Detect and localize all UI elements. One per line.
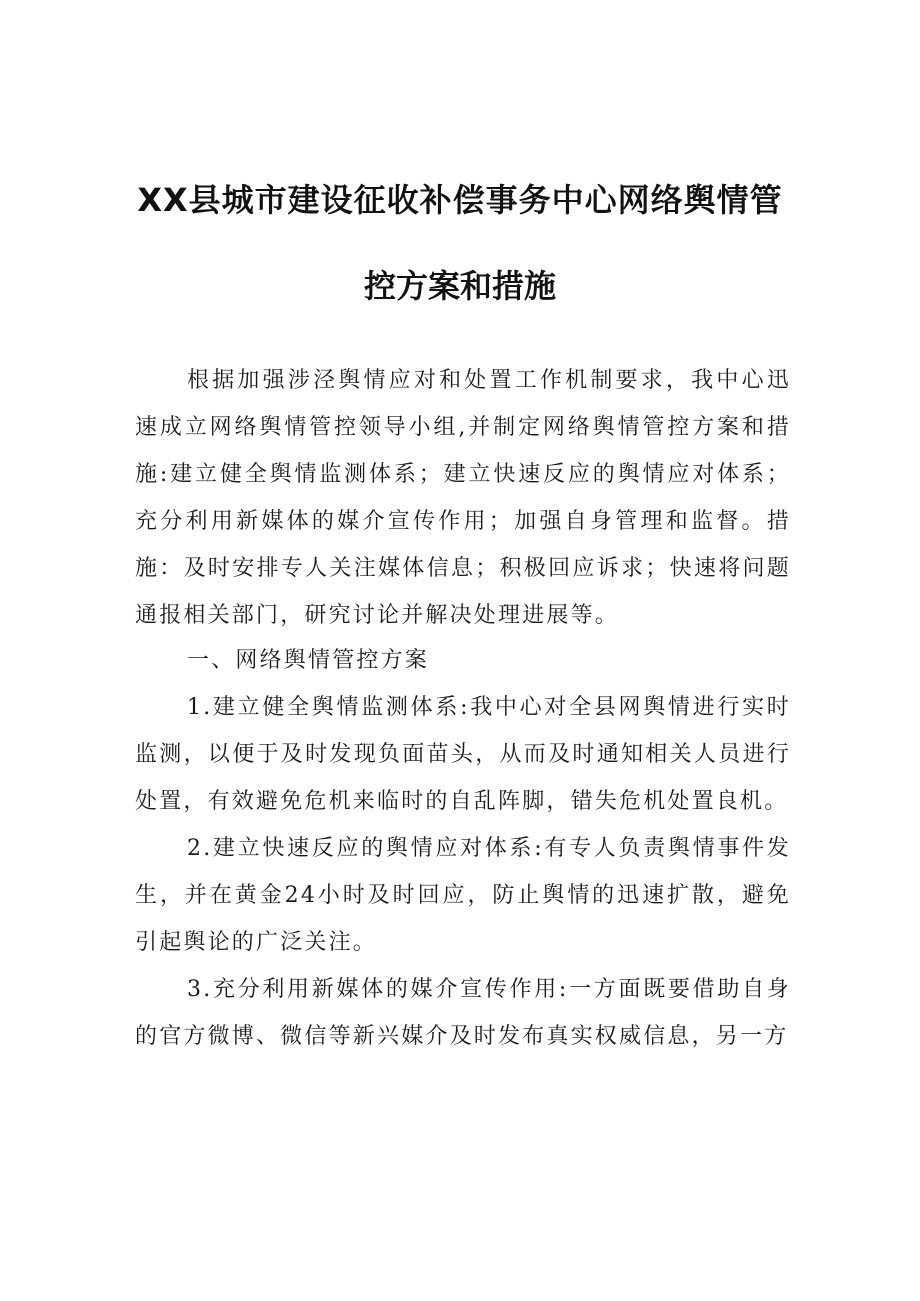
intro-paragraph-block [135,357,791,639]
intro-paragraph: 根据加强涉泾舆情应对和处置工作机制要求，我中心迅速成立网络舆情管控领导小组,并制定网络舆情管控方案和措施:建立健全舆情监测体系；建立快速反应的舆情应对体系；充分利用新媒体的媒介宣传作用；加强自身管理和监督。措施：及时安排专人关注媒体信息；积极回应诉求；快速将问题通报相关部门，研究讨论并解决处理进展等。 [135,368,791,628]
item-1-paragraph: 1.建立健全舆情监测体系:我中心对全县网舆情进行实时监测，以便于及时发现负面苗头，从而及时通知相关人员进行处置，有效避免危机来临时的自乱阵脚，错失危机处置良机。 [135,695,791,814]
section-heading-block [135,637,791,684]
section-heading: 一、网络舆情管控方案 [187,648,430,673]
item-3-paragraph: 3.充分利用新媒体的媒介宣传作用:一方面既要借助自身的官方微博、微信等新兴媒介及时发布真实权威信息，另一方 [135,977,791,1049]
document-title-line-1: XX县城市建设征收补偿事务中心网络舆情管 [137,181,783,219]
item-2-block [135,825,791,966]
item-3-block [135,966,791,1060]
item-2-paragraph: 2.建立快速反应的舆情应对体系:有专人负责舆情事件发生，并在黄金24小时及时回应，防止舆情的迅速扩散，避免引起舆论的广泛关注。 [135,836,791,955]
document-title-line-2: 控方案和措施 [363,267,556,305]
item-1-block [135,684,791,825]
